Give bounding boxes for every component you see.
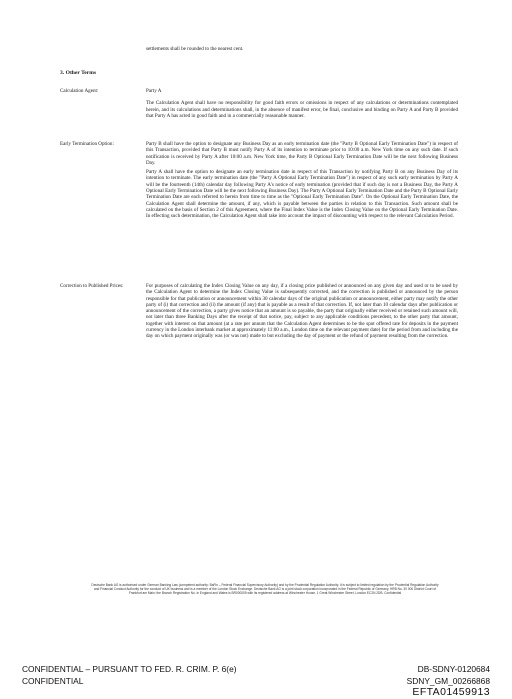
calc-agent-label: Calculation Agent: bbox=[60, 88, 99, 94]
bates-number-3: EFTA01459913 bbox=[412, 686, 490, 698]
bates-number-2: SDNY_GM_00266868 bbox=[406, 676, 490, 686]
footer-disclaimer: Deutsche Bank AG is authorised under German Banking Law (competent authority: BaFin – Federal Financial Supervisory Authority) and by the Prudential Regulation Authority. It is subject to limited regulation by the Prudential Regulation Authority and Financial Conduct Authority for the conduct of UK business and is a member of the London Stock Exchange. Deutsche Bank AG is a joint stock corporation incorporated in the Federal Republic of Germany, HRB No. 30 000 District Court of Frankfurt am Main; the Branch Registration No. in England and Wales is BR000005 with its registered address at Winchester House, 1 Great Winchester Street, London EC2N 2DB. Confidential bbox=[91, 583, 439, 596]
corrections-label: Correction to Published Prices: bbox=[60, 283, 124, 289]
early-termination-label: Early Termination Option: bbox=[60, 141, 114, 147]
bates-number-1: DB-SDNY-0120684 bbox=[417, 664, 490, 674]
calc-agent-paragraph: The Calculation Agent shall have no responsibility for good faith errors or omissions in respect of any calculations or determinations contemplated herein, and its calculations and determinations shall, in the absence of manifest error, be final, conclusive and binding on Party A and Party B provided that Party A has acted in good faith and in a commercially reasonable manner. bbox=[146, 100, 458, 119]
intro-line: settlements shall be rounded to the nearest cent. bbox=[146, 46, 244, 52]
calc-agent-block bbox=[146, 88, 458, 122]
section-heading: 3. Other Terms bbox=[60, 70, 97, 76]
confidential-line-2: CONFIDENTIAL bbox=[22, 676, 84, 686]
early-termination-p1: Party B shall have the option to designate any Business Day as an early termination date (the "Party B Optional Early Termination Date") in respect of this Transaction, provided that Party B must notify Party A of its intention to terminate prior to 10:00 a.m. New York time on any such date. If such notification is received by Party A after 10:00 a.m. New York time, the Party B Optional Early Termination Date will be the next following Business Day. bbox=[146, 141, 458, 166]
calc-agent-value: Party A bbox=[146, 88, 162, 94]
corrections-paragraph: For purposes of calculating the Index Closing Value on any day, if a closing price published or announced on any given day and used or to be used by the Calculation Agent to determine the Index Closing Value is subsequently corrected, and the correction is published or announced by the person responsible for that publication or announcement within 30 calendar days of the original publication or announcement, either party may notify the other party of (i) that correction and (ii) the amount (if any) that is payable as a result of that correction. If, not later than 10 calendar days after publication or announcement of the correction, a party gives notice that an amount is so payable, the party that originally either received or retained such amount will, not later than three Banking Days after the receipt of that notice, pay, subject to any applicable conditions precedent, to the other party that amount, together with interest on that amount (at a rate per annum that the Calculation Agent determines to be the spot offered rate for deposits in the payment currency in the London interbank market at approximately 11:00 a.m., London time on the relevant payment date) for the period from and including the day on which payment originally was (or was not) made to but excluding the day of payment or the refund of payment resulting from the correction. bbox=[146, 283, 458, 340]
early-termination-p2: Party A shall have the option to designate an early termination date in respect of this Transaction by notifying Party B on any Business Day of its intention to terminate. The early termination date (the "Party A Optional Early Termination Date") in respect of any such early termination by Party A will be the fourteenth (14th) calendar day following Party A's notice of early termination (provided that if such day is not a Business Day, the Party A Optional Early Termination Date will be the next following Business Day). The Party A Optional Early Termination Date and the Party B Optional Early Termination Date are each referred to herein from time to time as the "Optional Early Termination Date". On the Optional Early Termination Date, the Calculation Agent shall determine the amount, if any, which is payable between the parties in relation to this Transaction. Such amount shall be calculated on the basis of Section 2 of this Agreement, where the Final Index Value is the Index Closing Value on the Optional Early Termination Date. In effecting such determination, the Calculation Agent shall take into account the impact of discounting with respect to the relevant Calculation Period. bbox=[146, 169, 458, 220]
confidential-line-1: CONFIDENTIAL – PURSUANT TO FED. R. CRIM. P. 6(e) bbox=[22, 664, 237, 674]
corrections-block bbox=[146, 283, 458, 343]
early-termination-block bbox=[146, 141, 458, 223]
